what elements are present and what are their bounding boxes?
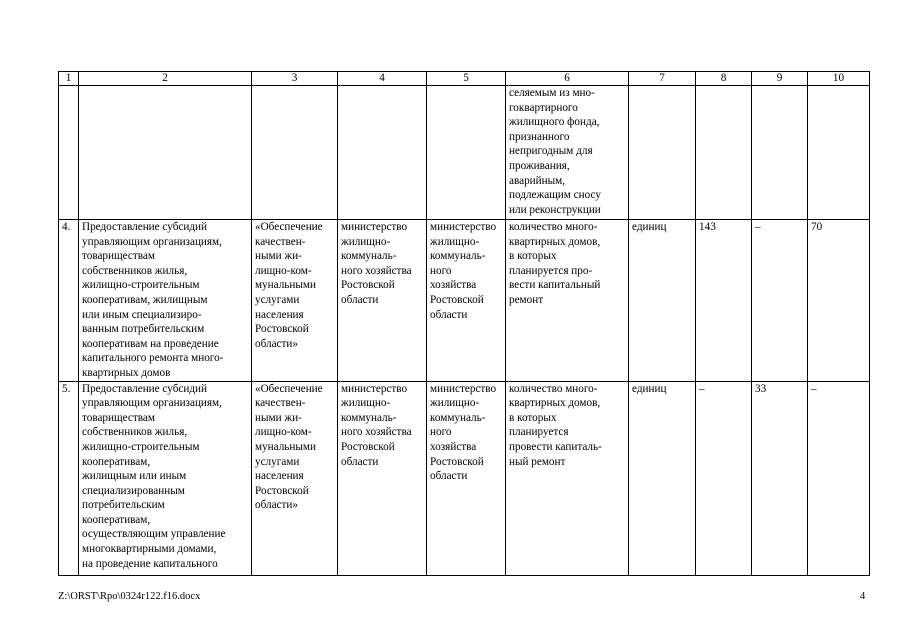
activity-name-cell: Предоставление субсидий управляющим организациям, товариществам собственников жилья, жилищно-строительным кооперативам, жилищным или иным специализиро- ванным потребительским кооперативам на проведение капитального ремонта много- квартирных домов xyxy=(79,220,252,382)
row-number-cell: 4. xyxy=(59,220,79,382)
value-cell: – xyxy=(808,381,870,575)
responsible-executor-cell: министерство жилищно- коммуналь- ного хозяйства Ростовской области xyxy=(338,220,427,382)
value-cell: 33 xyxy=(752,381,808,575)
table-row xyxy=(59,86,870,220)
indicator-cell: селяемым из мно- гоквартирного жилищного фонда, признанного непригодным для проживания, аварийным, подлежащим сносу или реконструкции xyxy=(506,86,629,220)
column-header: 9 xyxy=(752,72,808,86)
row-number-cell xyxy=(59,86,79,220)
unit-cell xyxy=(629,86,696,220)
column-header: 6 xyxy=(506,72,629,86)
responsible-executor-cell xyxy=(338,86,427,220)
column-header: 5 xyxy=(427,72,506,86)
subprogram-cell xyxy=(252,86,338,220)
row-number-cell: 5. xyxy=(59,381,79,575)
value-cell: 143 xyxy=(696,220,752,382)
value-cell: 70 xyxy=(808,220,870,382)
value-cell: – xyxy=(696,381,752,575)
table-header-row xyxy=(59,72,870,86)
unit-cell: единиц xyxy=(629,220,696,382)
value-cell xyxy=(808,86,870,220)
column-header: 3 xyxy=(252,72,338,86)
column-header: 4 xyxy=(338,72,427,86)
footer-file-path: Z:\ORST\Rpo\0324r122.f16.docx xyxy=(58,591,201,602)
subprogram-cell: «Обеспечение качествен- ными жи- лищно-ком- мунальными услугами населения Ростовской области» xyxy=(252,381,338,575)
table-row xyxy=(59,381,870,575)
value-cell: – xyxy=(752,220,808,382)
column-header: 8 xyxy=(696,72,752,86)
co-executor-cell: министерство жилищно- коммуналь- ного хозяйства Ростовской области xyxy=(427,220,506,382)
co-executor-cell: министерство жилищно- коммуналь- ного хозяйства Ростовской области xyxy=(427,381,506,575)
value-cell xyxy=(752,86,808,220)
column-header: 1 xyxy=(59,72,79,86)
responsible-executor-cell: министерство жилищно- коммуналь- ного хозяйства Ростовской области xyxy=(338,381,427,575)
unit-cell: единиц xyxy=(629,381,696,575)
co-executor-cell xyxy=(427,86,506,220)
column-header: 2 xyxy=(79,72,252,86)
page-number: 4 xyxy=(860,591,866,602)
activity-name-cell xyxy=(79,86,252,220)
indicator-cell: количество много- квартирных домов, в которых планируется про- вести капитальный ремонт xyxy=(506,220,629,382)
column-header: 7 xyxy=(629,72,696,86)
column-header: 10 xyxy=(808,72,870,86)
indicator-cell: количество много- квартирных домов, в которых планируется провести капиталь- ный ремонт xyxy=(506,381,629,575)
subprogram-cell: «Обеспечение качествен- ными жи- лищно-ком- мунальными услугами населения Ростовской области» xyxy=(252,220,338,382)
table-row xyxy=(59,220,870,382)
activity-name-cell: Предоставление субсидий управляющим организациям, товариществам собственников жилья, жилищно-строительным кооперативам, жилищным или иным специализированным потребительским кооперативам, осуществляющим управление многоквартирными домами, на проведение капитального xyxy=(79,381,252,575)
data-table xyxy=(58,71,870,576)
value-cell xyxy=(696,86,752,220)
